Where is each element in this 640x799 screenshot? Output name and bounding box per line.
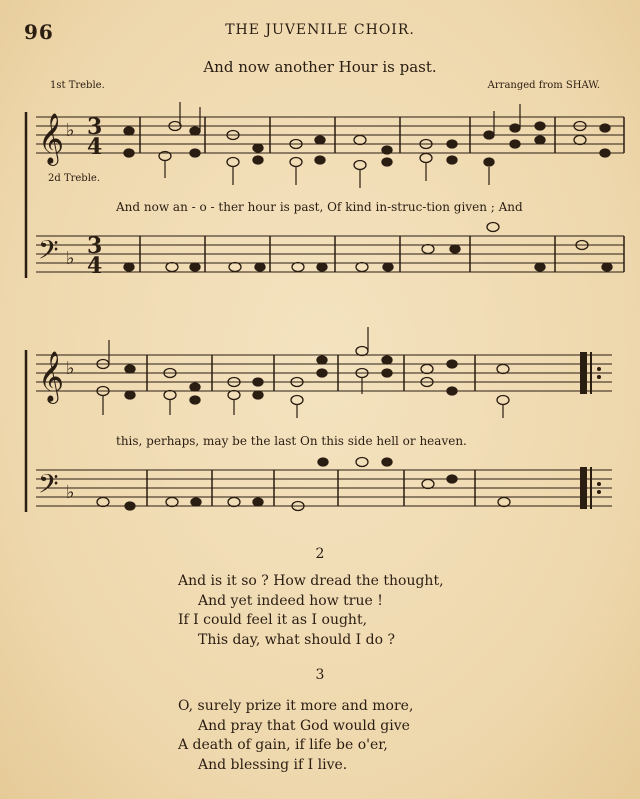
- system1-treble-notes: [124, 122, 610, 170]
- verse-line: And is it so ? How dread the thought,: [178, 573, 444, 589]
- bass-clef-icon: 𝄢: [38, 468, 59, 506]
- flat-icon: ♭: [66, 248, 75, 269]
- bass-clef-icon: 𝄢: [38, 234, 59, 272]
- treble-clef-icon: 𝄞: [38, 351, 65, 402]
- lyric-line-2: this, perhaps, may be the last On this side hell or heaven.: [116, 434, 467, 448]
- verse-3: [178, 697, 413, 775]
- verse-line: And blessing if I live.: [198, 756, 348, 773]
- time-signature-bottom: 4: [87, 134, 103, 160]
- system1-barlines: [140, 117, 624, 272]
- verse-line: If I could feel it as I ought,: [178, 612, 368, 628]
- verse-line: And pray that God would give: [198, 717, 410, 734]
- verse-line: This day, what should I do ?: [198, 631, 396, 648]
- verse-number: 2: [315, 546, 325, 562]
- song-title: And now another Hour is past.: [203, 58, 437, 76]
- final-barline: [580, 352, 601, 509]
- time-signature-top: 3: [87, 114, 103, 140]
- verse-line: A death of gain, if life be o'er,: [178, 737, 388, 753]
- verse-line: And yet indeed how true !: [198, 592, 383, 609]
- treble-clef-icon: 𝄞: [38, 113, 65, 164]
- verse-line: O, surely prize it more and more,: [178, 698, 414, 714]
- flat-icon: ♭: [66, 358, 75, 379]
- arrangement-credit: Arranged from SHAW.: [487, 80, 600, 91]
- page-number: 96: [24, 20, 54, 44]
- running-head: THE JUVENILE CHOIR.: [225, 22, 415, 38]
- verse-number: 3: [315, 667, 325, 683]
- first-treble-label: 1st Treble.: [50, 80, 105, 91]
- system1-treble-staff: [36, 117, 624, 153]
- time-signature-bottom: 4: [87, 253, 103, 279]
- flat-icon: ♭: [66, 482, 75, 503]
- lyric-line-1: And now an - o - ther hour is past, Of kind in-struc-tion given ; And: [116, 200, 523, 214]
- system1-treble-stems: [165, 102, 520, 188]
- system2-bass-notes: [97, 458, 510, 511]
- flat-icon: ♭: [66, 120, 75, 141]
- verse-2: [178, 572, 444, 650]
- system1-bass-notes: [124, 223, 612, 272]
- system2-bass-staff: [36, 470, 612, 506]
- time-signature-top: 3: [87, 233, 103, 259]
- second-treble-label: 2d Treble.: [48, 173, 101, 184]
